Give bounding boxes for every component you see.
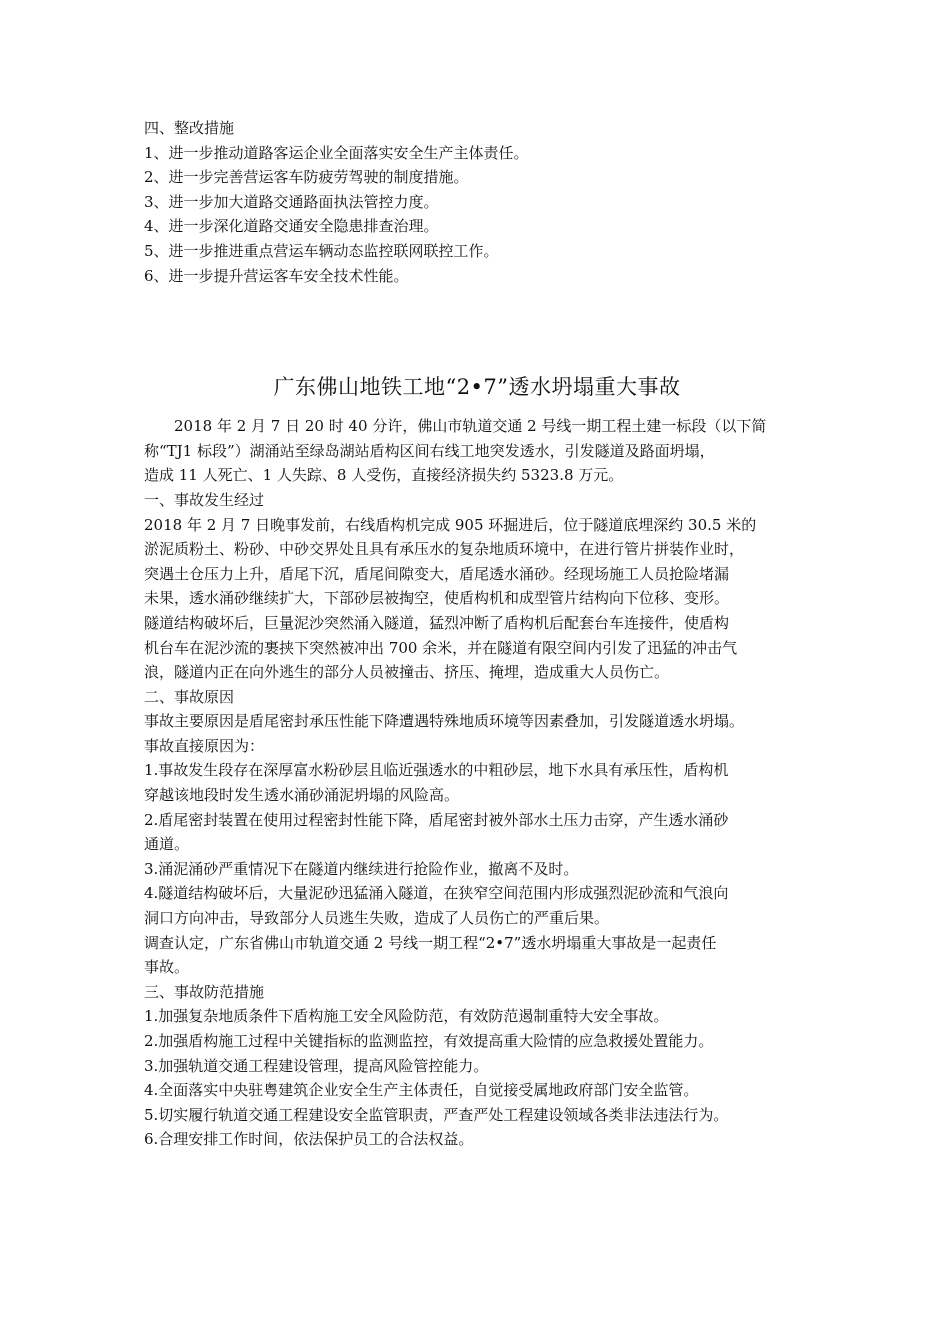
paragraph-line: 穿越该地段时发生透水涌砂涌泥坍塌的风险高。 — [144, 786, 460, 805]
paragraph-line: 通道。 — [144, 835, 190, 854]
paragraph-line: 造成 11 人死亡、1 人失踪、8 人受伤，直接经济损失约 5323.8 万元。 — [144, 466, 624, 485]
section-heading: 四、整改措施 — [144, 119, 235, 137]
paragraph-line: 突遇土仓压力上升，盾尾下沉，盾尾间隙变大，盾尾透水涌砂。经现场施工人员抢险堵漏 — [144, 564, 730, 583]
paragraph-line: 淤泥质粉土、粉砂、中砂交界处且具有承压水的复杂地质环境中，在进行管片拼装作业时， — [144, 540, 745, 559]
section-process — [144, 488, 810, 685]
list-item: 2、进一步完善营运客车防疲劳驾驶的制度措施。 — [144, 168, 469, 187]
paragraph-line: 3.涌泥涌砂严重情况下在隧道内继续进行抢险作业，撤离不及时。 — [144, 859, 579, 878]
article-intro — [144, 414, 810, 488]
rectification-section — [144, 116, 810, 288]
list-item: 5、进一步推进重点营运车辆动态监控联网联控工作。 — [144, 241, 499, 260]
paragraph-line: 事故。 — [144, 958, 190, 977]
paragraph-line: 未果，透水涌砂继续扩大，下部砂层被掏空，使盾构机和成型管片结构向下位移、变形。 — [144, 589, 730, 608]
list-item: 6、进一步提升营运客车安全技术性能。 — [144, 266, 409, 285]
paragraph-line: 2018 年 2 月 7 日晚事发前，右线盾构机完成 905 环掘进后，位于隧道底埋深约 30.5 米的 — [144, 515, 757, 534]
paragraph-line: 隧道结构破坏后，巨量泥沙突然涌入隧道，猛烈冲断了盾构机后配套台车连接件，使盾构 — [144, 613, 730, 632]
list-item: 6.合理安排工作时间，依法保护员工的合法权益。 — [144, 1130, 474, 1149]
paragraph-line: 1.事故发生段存在深厚富水粉砂层且临近强透水的中粗砂层，地下水具有承压性，盾构机 — [144, 761, 729, 780]
list-item: 1.加强复杂地质条件下盾构施工安全风险防范，有效防范遏制重特大安全事故。 — [144, 1007, 669, 1026]
list-item: 1、进一步推动道路客运企业全面落实安全生产主体责任。 — [144, 143, 529, 162]
article-title: 广东佛山地铁工地“2•7”透水坍塌重大事故 — [273, 375, 681, 400]
paragraph-line: 事故直接原因为： — [144, 736, 265, 755]
paragraph-line: 浪，隧道内正在向外逃生的部分人员被撞击、挤压、掩埋，造成重大人员伤亡。 — [144, 663, 670, 682]
paragraph-line: 2018 年 2 月 7 日 20 时 40 分许，佛山市轨道交通 2 号线一期工程土建一标段（以下简 — [174, 417, 767, 436]
paragraph-line: 机台车在泥沙流的裹挟下突然被冲出 700 余米，并在隧道有限空间内引发了迅猛的冲击气 — [144, 638, 738, 657]
paragraph-line: 2.盾尾密封装置在使用过程密封性能下降，盾尾密封被外部水土压力击穿，产生透水涌砂 — [144, 810, 729, 829]
paragraph-line: 事故主要原因是盾尾密封承压性能下降遭遇特殊地质环境等因素叠加，引发隧道透水坍塌。 — [144, 712, 745, 731]
list-item: 3、进一步加大道路交通路面执法管控力度。 — [144, 192, 439, 211]
list-item: 3.加强轨道交通工程建设管理，提高风险管控能力。 — [144, 1056, 489, 1075]
list-item: 2.加强盾构施工过程中关键指标的监测监控，有效提高重大险情的应急救援处置能力。 — [144, 1032, 714, 1050]
section-heading: 一、事故发生经过 — [144, 490, 265, 509]
list-item: 4、进一步深化道路交通安全隐患排查治理。 — [144, 217, 439, 236]
list-item: 4.全面落实中央驻粤建筑企业安全生产主体责任，自觉接受属地政府部门安全监管。 — [144, 1081, 699, 1100]
section-heading: 三、事故防范措施 — [144, 982, 265, 1001]
paragraph-line: 调查认定，广东省佛山市轨道交通 2 号线一期工程“2•7”透水坍塌重大事故是一起责任 — [144, 933, 717, 952]
paragraph-line: 洞口方向冲击，导致部分人员逃生失败，造成了人员伤亡的严重后果。 — [144, 909, 610, 928]
section-causes — [144, 685, 810, 980]
document-page — [144, 116, 810, 1152]
paragraph-line: 称“TJ1 标段”）湖涌站至绿岛湖站盾构区间右线工地突发透水，引发隧道及路面坍塌， — [144, 441, 715, 460]
paragraph-line: 4.隧道结构破坏后，大量泥砂迅猛涌入隧道，在狭窄空间范围内形成强烈泥砂流和气浪向 — [144, 884, 729, 903]
section-heading: 二、事故原因 — [144, 687, 235, 706]
section-prevention — [144, 980, 810, 1152]
list-item: 5.切实履行轨道交通工程建设安全监管职责，严查严处工程建设领域各类非法违法行为。 — [144, 1105, 729, 1124]
